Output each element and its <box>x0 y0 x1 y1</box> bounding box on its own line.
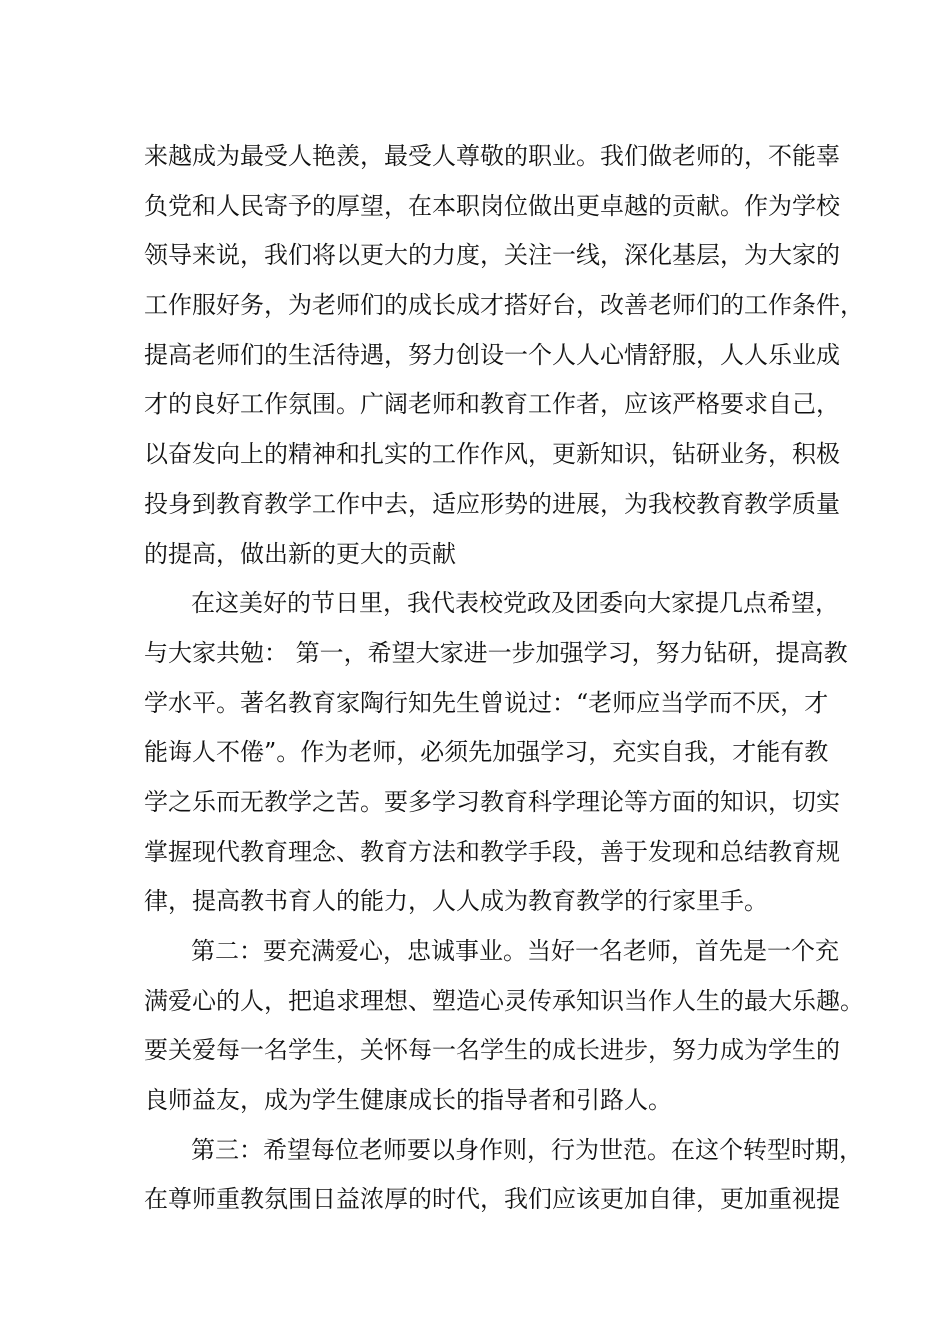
text-line: 与大家共勉： 第一，希望大家进一步加强学习，努力钻研，提高教 <box>144 638 848 667</box>
text-line: 负党和人民寄予的厚望，在本职岗位做出更卓越的贡献。作为学校 <box>144 191 840 220</box>
text-line: 以奋发向上的精神和扎实的工作作风，更新知识，钻研业务，积极 <box>144 440 840 469</box>
text-line: 来越成为最受人艳羡，最受人尊敬的职业。我们做老师的，不能辜 <box>144 142 840 170</box>
paragraph-start-line: 在这美好的节日里，我代表校党政及团委向大家提几点希望， <box>191 589 839 618</box>
text-line: 领导来说，我们将以更大的力度，关注一线，深化基层，为大家的 <box>144 241 840 270</box>
text-line: 满爱心的人，把追求理想、塑造心灵传承知识当作人生的最大乐趣。 <box>144 986 864 1015</box>
text-line: 的提高，做出新的更大的贡献 <box>144 539 456 568</box>
text-line: 要关爱每一名学生，关怀每一名学生的成长进步，努力成为学生的 <box>144 1036 840 1065</box>
text-line: 学水平。著名教育家陶行知先生曾说过：“老师应当学而不厌，才 <box>144 688 829 717</box>
paragraph-start-line: 第三：希望每位老师要以身作则，行为世范。在这个转型时期， <box>191 1135 863 1164</box>
text-line: 工作服好务，为老师们的成长成才搭好台，改善老师们的工作条件， <box>144 291 864 320</box>
text-line: 能诲人不倦”。作为老师，必须先加强学习，充实自我，才能有教 <box>144 738 829 767</box>
paragraph-start-line: 第二：要充满爱心，忠诚事业。当好一名老师，首先是一个充 <box>191 937 839 965</box>
text-line: 投身到教育教学工作中去，适应形势的进展，为我校教育教学质量 <box>144 489 840 518</box>
text-line: 在尊师重教氛围日益浓厚的时代，我们应该更加自律，更加重视提 <box>144 1185 840 1214</box>
text-line: 学之乐而无教学之苦。要多学习教育科学理论等方面的知识，切实 <box>144 787 840 816</box>
text-line: 才的良好工作氛围。广阔老师和教育工作者，应该严格要求自己， <box>144 390 840 419</box>
text-line: 掌握现代教育理念、教育方法和教学手段，善于发现和总结教育规 <box>144 837 840 866</box>
text-line: 律，提高教书育人的能力，人人成为教育教学的行家里手。 <box>144 887 768 916</box>
text-line: 提高老师们的生活待遇，努力创设一个人人心情舒服，人人乐业成 <box>144 340 840 369</box>
text-line: 良师益友，成为学生健康成长的指导者和引路人。 <box>144 1086 672 1115</box>
body-text <box>144 132 864 1225</box>
